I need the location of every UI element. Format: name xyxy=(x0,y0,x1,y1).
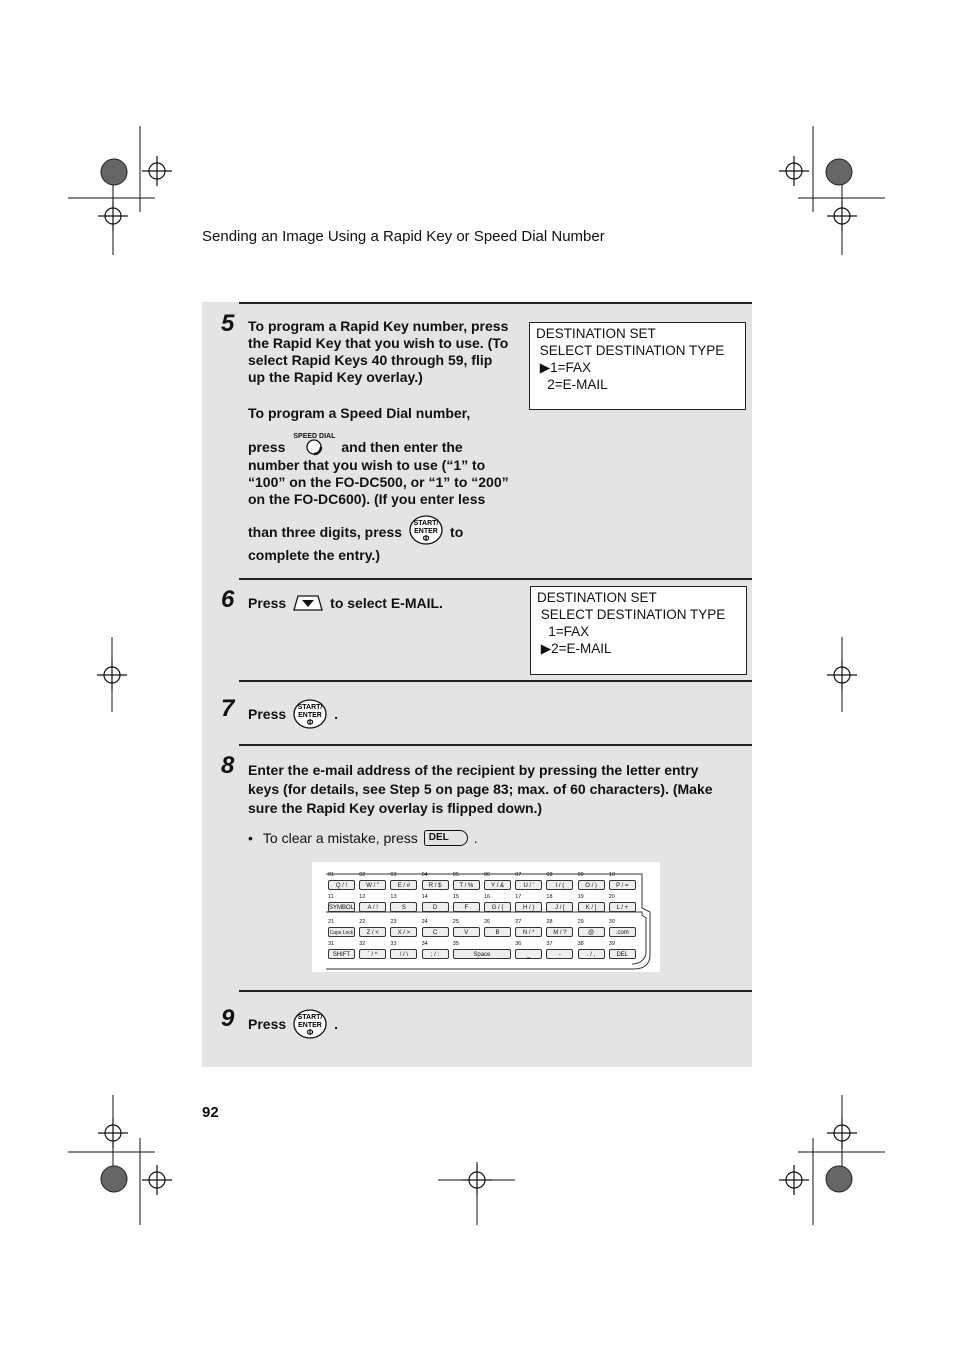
key-number: 31 xyxy=(328,941,335,947)
step-text: Press xyxy=(248,1015,287,1032)
svg-text:START/: START/ xyxy=(297,1014,323,1021)
step-text: . xyxy=(334,705,339,722)
step-text: keys (for details, see Step 5 on page 83; max. of 60 characters). (Make xyxy=(248,781,713,797)
step-number: 9 xyxy=(221,1005,235,1032)
page-number: 92 xyxy=(202,1104,219,1121)
speed-dial-label: SPEED DIAL xyxy=(293,433,336,440)
svg-text:START/: START/ xyxy=(297,704,323,711)
step-number: 5 xyxy=(221,310,235,337)
speed-dial-button xyxy=(293,428,336,456)
svg-text:ENTER: ENTER xyxy=(298,1022,323,1029)
key-number: 26 xyxy=(484,919,491,925)
step-text: Enter the e-mail address of the recipient by pressing the letter entry xyxy=(248,762,699,778)
key-number: 01 xyxy=(328,872,335,878)
step-text: than three digits, press xyxy=(248,523,403,540)
lcd-line: 2=E-MAIL xyxy=(536,377,608,392)
key-number: 30 xyxy=(608,919,615,925)
step-text: and then enter the xyxy=(341,439,463,455)
letter-key: DEL xyxy=(609,949,636,959)
svg-text:Φ: Φ xyxy=(422,534,430,543)
letter-key: R / $ xyxy=(422,880,449,890)
letter-key: H / } xyxy=(515,902,542,912)
key-number: 38 xyxy=(577,941,584,947)
letter-key: Q / ! xyxy=(328,880,355,890)
key-number: 05 xyxy=(452,872,459,878)
bullet-text: To clear a mistake, press xyxy=(262,830,418,846)
key-number: 09 xyxy=(577,872,584,878)
letter-key: _ xyxy=(515,949,542,959)
bullet-text: . xyxy=(473,830,478,846)
letter-key: K / ] xyxy=(578,902,605,912)
key-number: 32 xyxy=(359,941,366,947)
letter-key: C xyxy=(422,927,449,937)
letter-key: ` / ^ xyxy=(359,949,386,959)
key-number: 11 xyxy=(328,894,334,900)
letter-key: F xyxy=(453,902,480,912)
step-text: To program a Speed Dial number, xyxy=(248,405,471,421)
step-text: select Rapid Keys 40 through 59, flip xyxy=(248,352,493,368)
key-number: 21 xyxy=(328,919,335,925)
letter-key: I / ( xyxy=(546,880,573,890)
letter-key: @ xyxy=(578,927,605,937)
key-number: 23 xyxy=(390,919,397,925)
letter-key: SYMBOL xyxy=(328,902,355,912)
key-number: 37 xyxy=(546,941,553,947)
lcd-line: 1=FAX xyxy=(537,624,590,639)
key-number: 02 xyxy=(359,872,366,878)
letter-key: U / ' xyxy=(515,880,542,890)
step-text: Press xyxy=(248,594,287,611)
letter-key: . / , xyxy=(578,949,605,959)
key-number: 14 xyxy=(421,894,428,900)
step-text: number that you wish to use (“1” to xyxy=(248,457,486,473)
step-text: “100” on the FO-DC500, or “1” to “200” xyxy=(248,474,509,490)
svg-text:START/: START/ xyxy=(413,520,439,527)
step-text: sure the Rapid Key overlay is flipped down.) xyxy=(248,800,543,816)
key-number: 27 xyxy=(515,919,522,925)
key-number: 17 xyxy=(515,894,522,900)
step-text: . xyxy=(334,1015,339,1032)
key-number: 06 xyxy=(484,872,491,878)
instructions-panel xyxy=(202,302,752,1067)
svg-text:Φ: Φ xyxy=(306,1028,314,1037)
key-number: 24 xyxy=(421,919,428,925)
lcd-line: SELECT DESTINATION TYPE xyxy=(536,343,725,358)
step-text: up the Rapid Key overlay.) xyxy=(248,369,423,385)
start-enter-button xyxy=(408,514,444,550)
letter-key: .com xyxy=(609,927,636,937)
key-number: 33 xyxy=(390,941,397,947)
bullet-icon: • xyxy=(248,830,253,846)
key-number: 08 xyxy=(546,872,553,878)
step-text: complete the entry.) xyxy=(248,547,380,563)
step-text: Press xyxy=(248,705,287,722)
start-enter-icon xyxy=(292,698,328,730)
down-arrow-key-icon xyxy=(292,594,324,612)
svg-text:ENTER: ENTER xyxy=(298,712,323,719)
lcd-line: DESTINATION SET xyxy=(537,590,657,605)
page-header: Sending an Image Using a Rapid Key or Speed Dial Number xyxy=(202,228,605,245)
key-number: 34 xyxy=(421,941,428,947)
letter-key: G / { xyxy=(484,902,511,912)
lcd-display xyxy=(529,322,746,410)
key-number: 20 xyxy=(608,894,615,900)
letter-key: P / = xyxy=(609,880,636,890)
key-number: 04 xyxy=(421,872,428,878)
del-key: DEL xyxy=(424,830,468,846)
step-text: to select E-MAIL. xyxy=(330,594,443,611)
step-text: the Rapid Key that you wish to use. (To xyxy=(248,335,509,351)
letter-key: T / % xyxy=(453,880,480,890)
letter-key: A / ! xyxy=(359,902,386,912)
key-number: 35 xyxy=(452,941,459,947)
letter-key: J / [ xyxy=(546,902,573,912)
letter-key: O / ) xyxy=(578,880,605,890)
round-key-icon xyxy=(305,438,323,456)
letter-key: Space xyxy=(453,949,511,959)
letter-key: ; / : xyxy=(422,949,449,959)
key-number: 03 xyxy=(390,872,397,878)
key-number: 22 xyxy=(359,919,366,925)
letter-key: W / " xyxy=(359,880,386,890)
lcd-line: ▶1=FAX xyxy=(536,360,592,375)
letter-key: M / ? xyxy=(546,927,573,937)
key-number: 29 xyxy=(577,919,584,925)
key-number: 36 xyxy=(515,941,522,947)
letter-key: N / * xyxy=(515,927,542,937)
step-number: 7 xyxy=(221,695,235,722)
key-number: 15 xyxy=(452,894,459,900)
lcd-line: ▶2=E-MAIL xyxy=(537,641,612,656)
letter-key: L / + xyxy=(609,902,636,912)
letter-key: Y / & xyxy=(484,880,511,890)
letter-keyboard xyxy=(312,862,660,972)
step-number: 6 xyxy=(221,586,235,613)
key-number: 07 xyxy=(515,872,522,878)
letter-key: V xyxy=(453,927,480,937)
key-number: 28 xyxy=(546,919,553,925)
start-enter-icon xyxy=(292,1008,328,1040)
step-text: to xyxy=(450,523,464,540)
letter-key: S xyxy=(390,902,417,912)
letter-key: X / > xyxy=(390,927,417,937)
lcd-line: SELECT DESTINATION TYPE xyxy=(537,607,726,622)
letter-key: B xyxy=(484,927,511,937)
step-text: To program a Rapid Key number, press xyxy=(248,318,509,334)
key-number: 19 xyxy=(577,894,584,900)
letter-key: / / \ xyxy=(390,949,417,959)
key-number: 18 xyxy=(546,894,553,900)
letter-key: D xyxy=(422,902,449,912)
key-number: 13 xyxy=(390,894,397,900)
letter-key: - xyxy=(546,949,573,959)
start-enter-icon xyxy=(408,514,444,546)
step-text: on the FO-DC600). (If you enter less xyxy=(248,491,486,507)
key-number: 16 xyxy=(484,894,491,900)
lcd-display xyxy=(530,586,747,675)
key-number: 10 xyxy=(608,872,615,878)
letter-key: Caps Lock xyxy=(328,927,355,937)
lcd-line: DESTINATION SET xyxy=(536,326,656,341)
svg-text:Φ: Φ xyxy=(306,718,314,727)
letter-key: SHIFT xyxy=(328,949,355,959)
letter-key: Z / < xyxy=(359,927,386,937)
key-number: 25 xyxy=(452,919,459,925)
step-text: press xyxy=(248,439,286,455)
key-number: 39 xyxy=(608,941,615,947)
key-number: 12 xyxy=(359,894,366,900)
letter-key: E / # xyxy=(390,880,417,890)
svg-text:ENTER: ENTER xyxy=(414,528,438,535)
step-number: 8 xyxy=(221,752,235,779)
